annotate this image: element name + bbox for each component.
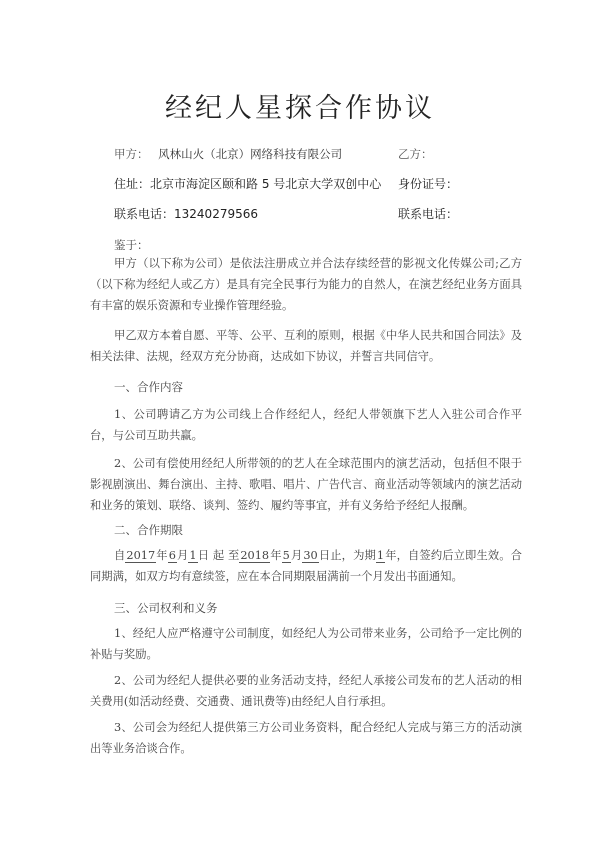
party-b-row	[398, 146, 433, 162]
address-value: 北京市海淀区颐和路 5 号北京大学双创中心	[150, 177, 382, 191]
end-month: 5	[282, 549, 290, 562]
term-text: 日 起 至	[197, 549, 240, 562]
term-text: 月	[290, 549, 303, 562]
duration-years: 1	[376, 549, 385, 562]
term-text: 年	[156, 549, 168, 562]
term-paragraph	[90, 545, 522, 587]
document-title: 经纪人星探合作协议	[165, 93, 435, 124]
term-text: 月	[176, 549, 189, 562]
term-text: 年，自签约后立即生效。合同期满，如双方均有意续签，应在本合同期限届满前一个月发出书面通知。	[90, 549, 522, 583]
id-number-label: 身份证号：	[398, 177, 459, 191]
section-3-paragraph-2: 2、公司为经纪人提供必要的业务活动支持，经纪人承接公司发布的艺人活动的相关费用(如活动经费、交通费、通讯费等)由经纪人自行承担。	[90, 674, 522, 708]
start-month: 6	[168, 549, 176, 562]
phone-b-row	[398, 205, 458, 222]
whereas-label: 鉴于：	[114, 238, 149, 252]
phone-a-label: 联系电话：	[114, 207, 175, 221]
address-row	[114, 175, 381, 192]
party-a-value: 风林山火（北京）网络科技有限公司	[158, 147, 343, 161]
party-b-label: 乙方：	[398, 147, 433, 161]
section-3-paragraph-1: 1、经纪人应严格遵守公司制度，如经纪人为公司带来业务，公司给予一定比例的补贴与奖励。	[90, 627, 522, 661]
phone-b-label: 联系电话：	[398, 207, 459, 221]
start-year: 2017	[126, 549, 156, 562]
start-day: 1	[189, 549, 197, 562]
address-label: 住址：	[114, 177, 151, 191]
section-3-heading: 三、公司权利和义务	[114, 601, 218, 615]
term-text: 日止，为期	[318, 549, 376, 562]
section-3-paragraph-3: 3、公司会为经纪人提供第三方公司业务资料，配合经纪人完成与第三方的活动演出等业务洽谈合作。	[90, 721, 522, 755]
term-text: 自	[114, 549, 126, 562]
section-1-paragraph-2: 2、公司有偿使用经纪人所带领的的艺人在全球范围内的演艺活动，包括但不限于影视剧演出、舞台演出、主持、歌唱、唱片、广告代言、商业活动等领域内的演艺活动和业务的策划、联络、谈判、签约、履约等事宜，并有义务给予经纪人报酬。	[90, 457, 522, 512]
id-number-row	[398, 175, 458, 192]
phone-a-row	[114, 205, 258, 222]
section-2-heading: 二、合作期限	[114, 523, 183, 537]
section-1-heading: 一、合作内容	[114, 380, 183, 394]
term-text: 年	[270, 549, 282, 562]
intro-paragraph-1: 甲方（以下称为公司）是依法注册成立并合法存续经营的影视文化传媒公司;乙方（以下称为经纪人或乙方）是具有完全民事行为能力的自然人，在演艺经纪业务方面具有丰富的娱乐资源和专业操作管理经验。	[90, 257, 522, 312]
end-day: 30	[303, 549, 318, 562]
party-a-label: 甲方：	[114, 147, 149, 161]
intro-paragraph-2: 甲乙双方本着自愿、平等、公平、互利的原则，根据《中华人民共和国合同法》及相关法律、法规，经双方充分协商，达成如下协议，并誓言共同信守。	[90, 329, 522, 363]
section-1-paragraph-1: 1、公司聘请乙方为公司线上合作经纪人，经纪人带领旗下艺人入驻公司合作平台，与公司互助共赢。	[90, 408, 522, 442]
party-a-row	[114, 146, 342, 162]
phone-a-value: 13240279566	[174, 207, 258, 221]
end-year: 2018	[240, 549, 270, 562]
